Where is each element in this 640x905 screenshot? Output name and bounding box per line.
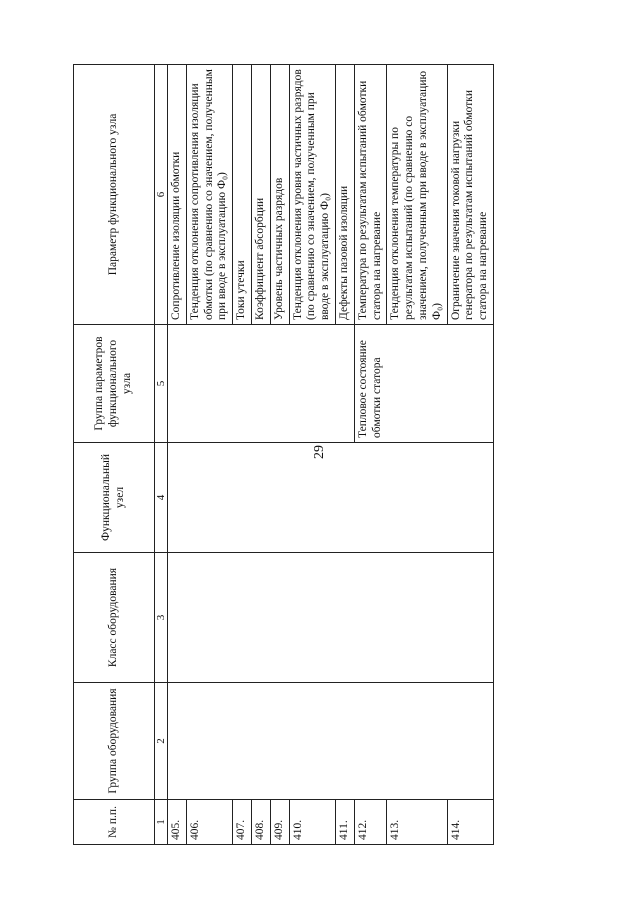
column-number: 6 [155,65,168,325]
parameter-cell: Ограничение значения токовой нагрузки генератора по результатам испытаний обмотки статора на нагревание [447,65,493,325]
row-number: 408. [251,800,270,845]
header-parameter-group: Группа параметров функционального узла [74,325,155,443]
row-number: 405. [168,800,187,845]
row-number: 406. [186,800,232,845]
parameter-group-cell [168,325,355,443]
column-number: 3 [155,553,168,683]
equipment-group-cell [168,683,494,800]
table-header-row [74,65,155,845]
row-number: 414. [447,800,493,845]
header-equipment-group: Группа оборудования [74,683,155,800]
header-functional-unit: Функциональный узел [74,443,155,553]
parameter-cell: Коэффициент абсорбции [251,65,270,325]
parameter-cell: Дефекты пазовой изоляции [335,65,354,325]
parameter-cell: Токи утечки [233,65,252,325]
row-number: 409. [270,800,289,845]
parameter-cell: Сопротивление изоляции обмотки [168,65,187,325]
row-number: 412. [354,800,387,845]
table-frame [73,65,638,845]
row-number: 411. [335,800,354,845]
header-equipment-class: Класс оборудования [74,553,155,683]
header-parameter: Параметр функционального узла [74,65,155,325]
equipment-class-cell [168,553,494,683]
parameter-cell: Температура по результатам испытаний обмотки статора на нагревание [354,65,387,325]
column-number: 5 [155,325,168,443]
parameter-cell: Тенденция отклонения сопротивления изоляции обмотки (по сравнению со значением, полученным при вводе в эксплуатацию Ф₀) [186,65,232,325]
column-number-row [155,65,168,845]
functional-unit-cell [168,443,494,553]
parameter-cell: Тенденция отклонения уровня частичных разрядов (по сравнению со значением, полученным при вводе в эксплуатацию Ф₀) [289,65,335,325]
row-number: 413. [387,800,447,845]
column-number: 4 [155,443,168,553]
column-number: 2 [155,683,168,800]
page-number: 29 [312,445,327,459]
equipment-parameters-table [73,64,494,845]
parameter-group-cell: Тепловое состояние обмотки статора [354,325,493,443]
row-number: 407. [233,800,252,845]
row-number: 410. [289,800,335,845]
parameter-cell: Уровень частичных разрядов [270,65,289,325]
column-number: 1 [155,800,168,845]
header-num: № п.п. [74,800,155,845]
parameter-cell: Тенденция отклонения температуры по результатам испытаний (по сравнению со значением, полученным при вводе в эксплуатацию Ф₀) [387,65,447,325]
table-row [168,65,187,845]
